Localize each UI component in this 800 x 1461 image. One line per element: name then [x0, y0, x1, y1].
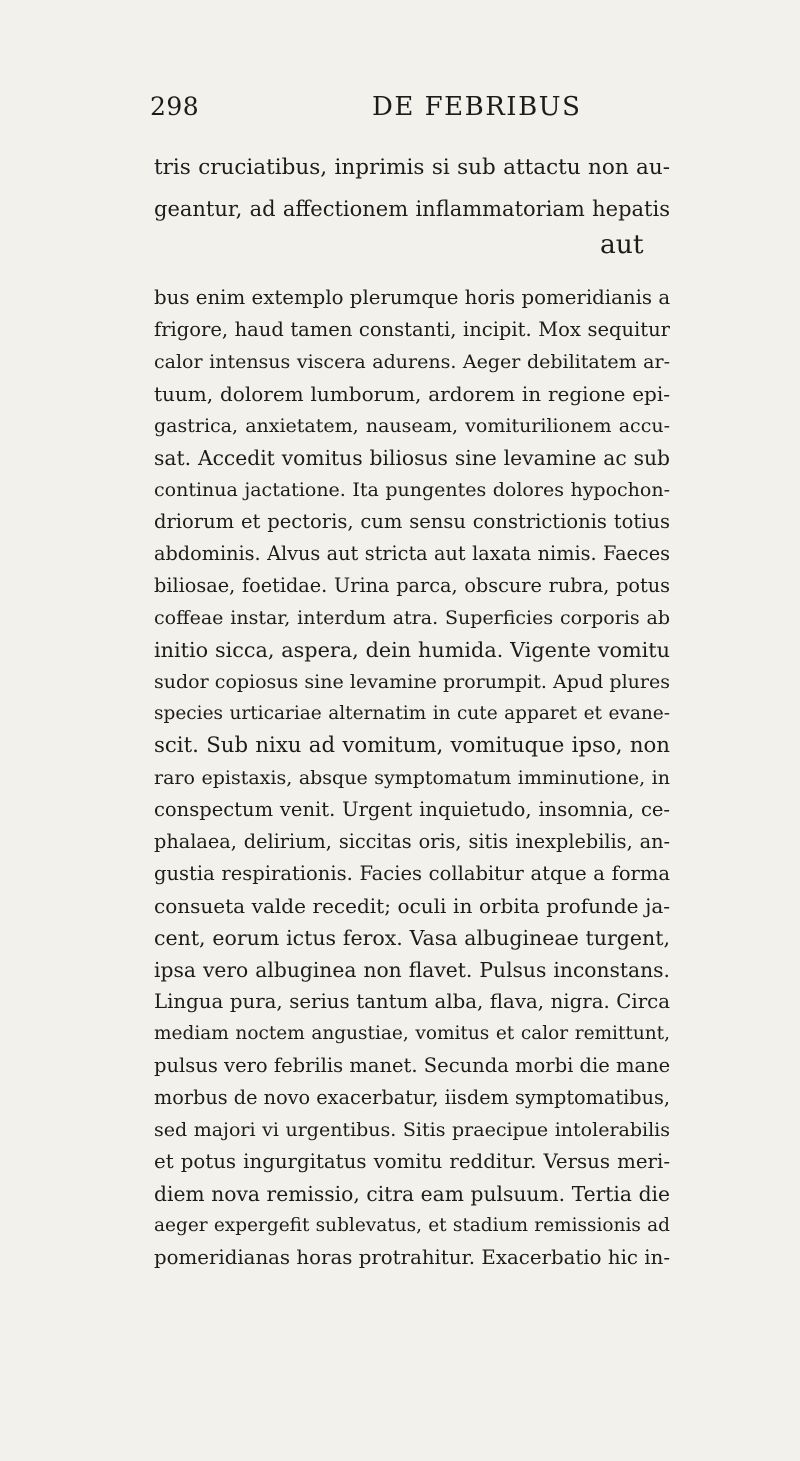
text-line: et potus ingurgitatus vomitu redditur. Versus meri-: [154, 1150, 670, 1173]
text-line: calor intensus viscera adurens. Aeger debilitatem ar-: [154, 351, 670, 373]
text-line: cent, eorum ictus ferox. Vasa albugineae turgent,: [154, 926, 670, 950]
text-line: tris cruciatibus, inprimis si sub attactu non au-: [154, 155, 670, 180]
text-line: frigore, haud tamen constanti, incipit. Mox sequitur: [154, 318, 670, 341]
text-line: bus enim extemplo plerumque horis pomeridianis a: [154, 286, 670, 309]
text-line: gastrica, anxietatem, nauseam, vomiturilionem accu-: [154, 415, 670, 437]
page-number: 298: [150, 92, 200, 121]
text-line: species urticariae alternatim in cute apparet et evane-: [154, 703, 670, 724]
text-line: coffeae instar, interdum atra. Superficies corporis ab: [154, 607, 670, 629]
text-line: mediam noctem angustiae, vomitus et calor remittunt,: [154, 1023, 670, 1044]
catchword: aut: [600, 229, 644, 260]
text-line: pomeridianas horas protrahitur. Exacerbatio hic in-: [154, 1246, 670, 1269]
text-line: initio sicca, aspera, dein humida. Vigente vomitu: [154, 638, 670, 662]
text-line: pulsus vero febrilis manet. Secunda morbi die mane: [154, 1054, 670, 1077]
text-line: abdominis. Alvus aut stricta aut laxata nimis. Faeces: [154, 542, 670, 565]
text-line: driorum et pectoris, cum sensu constrictionis totius: [154, 510, 670, 533]
text-line: aeger expergefit sublevatus, et stadium remissionis ad: [154, 1215, 670, 1236]
text-line: gustia respirationis. Facies collabitur atque a forma: [154, 862, 670, 885]
text-line: morbus de novo exacerbatur, iisdem symptomatibus,: [154, 1086, 670, 1109]
text-line: diem nova remissio, citra eam pulsuum. Tertia die: [154, 1182, 670, 1206]
text-line: scit. Sub nixu ad vomitum, vomituque ipso, non: [154, 733, 670, 758]
text-line: sat. Accedit vomitus biliosus sine levamine ac sub: [154, 446, 670, 470]
text-line: ipsa vero albuginea non flavet. Pulsus inconstans.: [154, 958, 670, 982]
text-line: tuum, dolorem lumborum, ardorem in regione epi-: [154, 382, 670, 406]
text-line: sudor copiosus sine levamine prorumpit. Apud plures: [154, 671, 670, 693]
text-line: consueta valde recedit; oculi in orbita profunde ja-: [154, 894, 670, 918]
text-line: continua jactatione. Ita pungentes dolores hypochon-: [154, 479, 670, 501]
running-title: DE FEBRIBUS: [372, 92, 582, 122]
text-line: conspectum venit. Urgent inquietudo, insomnia, ce-: [154, 798, 670, 821]
text-line: Lingua pura, serius tantum alba, flava, nigra. Circa: [154, 990, 670, 1013]
text-line: sed majori vi urgentibus. Sitis praecipue intolerabilis: [154, 1119, 670, 1141]
page-header: [150, 92, 670, 132]
text-line: raro epistaxis, absque symptomatum imminutione, in: [154, 767, 670, 789]
text-line: biliosae, foetidae. Urina parca, obscure rubra, potus: [154, 574, 670, 597]
text-line: phalaea, delirium, siccitas oris, sitis inexplebilis, an-: [154, 830, 670, 853]
text-line: geantur, ad affectionem inflammatoriam hepatis: [154, 197, 670, 221]
